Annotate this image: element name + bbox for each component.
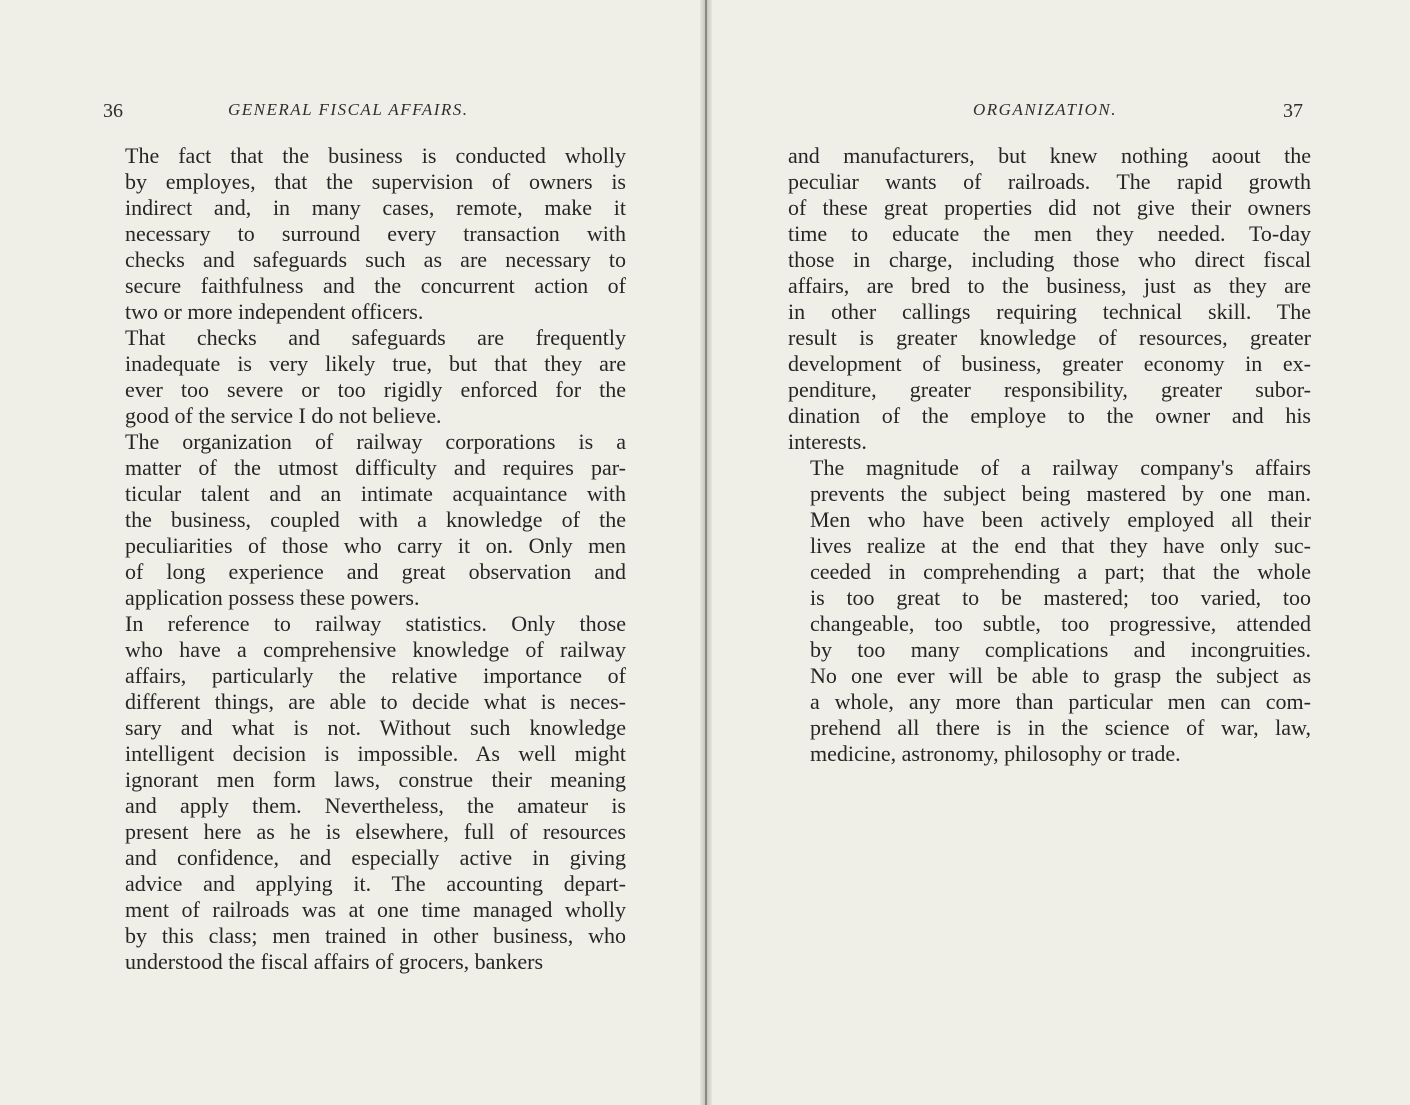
paragraph (103, 611, 626, 975)
right-page-number: 37 (1283, 100, 1303, 122)
text-line: by too many complications and incongruities. (810, 637, 1311, 662)
paragraph (788, 455, 1311, 767)
text-line: two or more independent officers. (125, 299, 424, 324)
text-line: good of the service I do not believe. (125, 403, 442, 428)
text-line: sary and what is not. Without such knowledge (125, 715, 626, 740)
text-line: a whole, any more than particular men can com- (810, 689, 1311, 714)
text-line: advice and applying it. The accounting depart- (125, 871, 626, 896)
text-line: Men who have been actively employed all their (810, 507, 1311, 532)
text-line: by employes, that the supervision of owners is (125, 169, 626, 194)
text-line: who have a comprehensive knowledge of railway (125, 637, 626, 662)
right-running-head-title: ORGANIZATION. (973, 100, 1118, 119)
text-line: That checks and safeguards are frequently (125, 325, 626, 350)
text-line: development of business, greater economy in ex- (788, 351, 1311, 376)
text-line: affairs, are bred to the business, just as they are (788, 273, 1311, 298)
text-line: indirect and, in many cases, remote, make it (125, 195, 626, 220)
text-line: prehend all there is in the science of war, law, (810, 715, 1311, 740)
text-line: understood the fiscal affairs of grocers, bankers (125, 949, 544, 974)
paragraph (103, 143, 626, 325)
text-line: The organization of railway corporations is a (125, 429, 626, 454)
text-line: and manufacturers, but knew nothing aoout the (788, 143, 1311, 168)
text-line: is too great to be mastered; too varied, too (810, 585, 1311, 610)
left-running-head (103, 96, 628, 128)
paragraph (788, 143, 1311, 455)
book-gutter (700, 0, 712, 1105)
text-line: penditure, greater responsibility, greater subor- (788, 377, 1311, 402)
text-line: interests. (788, 429, 867, 454)
text-line: ignorant men form laws, construe their meaning (125, 767, 626, 792)
left-running-head-title: GENERAL FISCAL AFFAIRS. (228, 100, 469, 119)
text-line: in other callings requiring technical skill. The (788, 299, 1311, 324)
text-line: intelligent decision is impossible. As well might (125, 741, 626, 766)
text-line: The magnitude of a railway company's affairs (810, 455, 1311, 480)
text-line: of these great properties did not give their owners (788, 195, 1311, 220)
text-line: dination of the employe to the owner and his (788, 403, 1311, 428)
text-line: ment of railroads was at one time managed wholly (125, 897, 626, 922)
text-line: No one ever will be able to grasp the subject as (810, 663, 1311, 688)
left-body-text (103, 143, 626, 975)
text-line: affairs, particularly the relative importance of (125, 663, 626, 688)
text-line: by this class; men trained in other business, who (125, 923, 626, 948)
text-line: The fact that the business is conducted wholly (125, 143, 626, 168)
text-line: those in charge, including those who direct fiscal (788, 247, 1311, 272)
text-line: peculiar wants of railroads. The rapid growth (788, 169, 1311, 194)
text-line: application possess these powers. (125, 585, 420, 610)
text-line: present here as he is elsewhere, full of resources (125, 819, 626, 844)
right-running-head (788, 96, 1313, 128)
text-line: inadequate is very likely true, but that they are (125, 351, 626, 376)
paragraph (103, 325, 626, 429)
text-line: and confidence, and especially active in giving (125, 845, 626, 870)
text-line: checks and safeguards such as are necessary to (125, 247, 626, 272)
right-body-text (788, 143, 1311, 767)
text-line: prevents the subject being mastered by one man. (810, 481, 1311, 506)
left-page-number: 36 (103, 100, 123, 122)
text-line: necessary to surround every transaction with (125, 221, 626, 246)
text-line: of long experience and great observation and (125, 559, 626, 584)
text-line: the business, coupled with a knowledge of the (125, 507, 626, 532)
paragraph (103, 429, 626, 611)
text-line: and apply them. Nevertheless, the amateur is (125, 793, 626, 818)
text-line: secure faithfulness and the concurrent action of (125, 273, 626, 298)
text-line: ceeded in comprehending a part; that the whole (810, 559, 1311, 584)
text-line: peculiarities of those who carry it on. Only men (125, 533, 626, 558)
text-line: In reference to railway statistics. Only those (125, 611, 626, 636)
text-line: time to educate the men they needed. To-day (788, 221, 1311, 246)
text-line: different things, are able to decide what is neces- (125, 689, 626, 714)
text-line: ever too severe or too rigidly enforced for the (125, 377, 626, 402)
text-line: matter of the utmost difficulty and requires par- (125, 455, 626, 480)
text-line: ticular talent and an intimate acquaintance with (125, 481, 626, 506)
text-line: lives realize at the end that they have only suc- (810, 533, 1311, 558)
text-line: result is greater knowledge of resources, greater (788, 325, 1311, 350)
text-line: medicine, astronomy, philosophy or trade. (810, 741, 1181, 766)
text-line: changeable, too subtle, too progressive, attended (810, 611, 1311, 636)
